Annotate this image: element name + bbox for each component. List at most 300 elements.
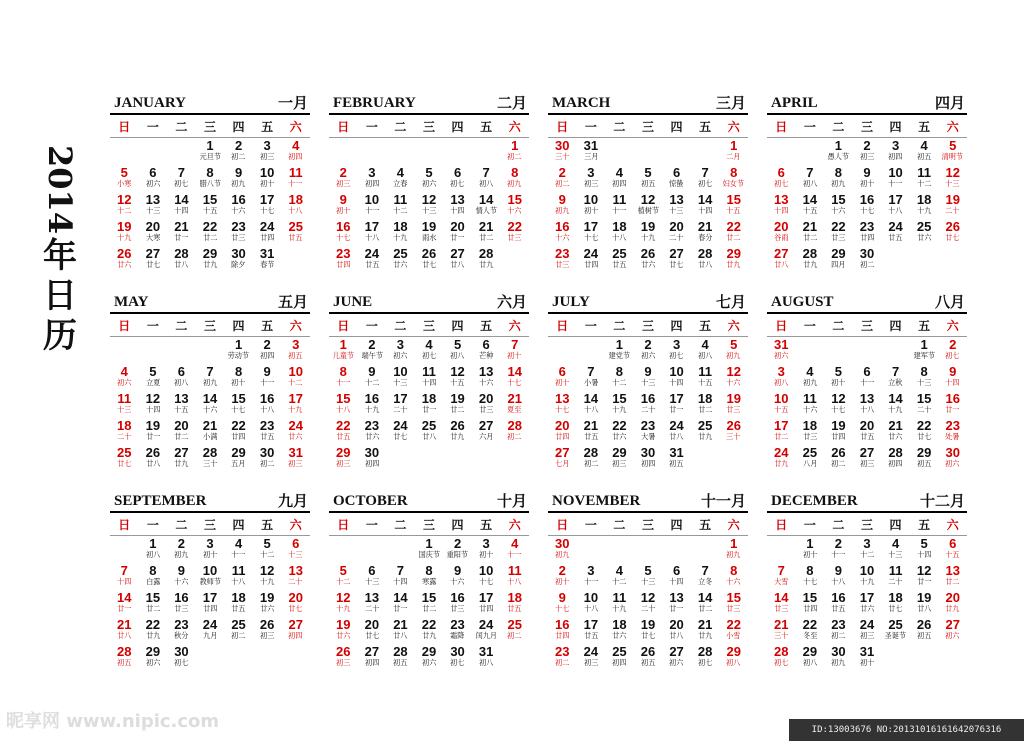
lunar-label: 夏至 <box>507 405 522 414</box>
empty-cell <box>662 536 691 563</box>
day-number: 3 <box>777 364 785 379</box>
lunar-label: 初六 <box>421 179 437 188</box>
day-number: 20 <box>555 418 570 433</box>
month-october <box>329 491 529 669</box>
day-cell <box>443 536 472 563</box>
lunar-label: 十二 <box>393 206 408 215</box>
lunar-label: 十五 <box>450 378 465 387</box>
day-number: 19 <box>945 192 960 207</box>
empty-cell <box>634 536 663 563</box>
weekday-label: 二 <box>175 319 188 333</box>
day-cell <box>767 391 796 418</box>
lunar-label: 初八 <box>726 658 741 667</box>
lunar-label: 愚人节 <box>827 152 850 161</box>
day-cell <box>548 445 577 472</box>
day-number: 26 <box>117 246 132 261</box>
empty-cell <box>415 138 444 165</box>
lunar-label: 廿一 <box>917 577 932 586</box>
day-number: 16 <box>259 391 275 406</box>
day-cell <box>253 536 282 563</box>
day-cell <box>281 192 310 219</box>
day-number: 6 <box>368 563 376 578</box>
day-number: 17 <box>774 418 789 433</box>
day-cell <box>415 590 444 617</box>
day-cell <box>605 563 634 590</box>
lunar-label: 廿五 <box>364 260 379 269</box>
day-cell <box>662 617 691 644</box>
month-name-en: FEBRUARY <box>333 95 416 111</box>
day-cell <box>253 165 282 192</box>
lunar-label: 廿六 <box>260 604 275 613</box>
month-name-en: MARCH <box>552 95 611 111</box>
day-number: 17 <box>669 391 684 406</box>
day-cell <box>577 418 606 445</box>
day-cell <box>443 590 472 617</box>
empty-cell <box>472 138 501 165</box>
day-cell <box>910 364 939 391</box>
lunar-label: 十八 <box>336 405 351 414</box>
weekday-label: 六 <box>946 120 959 134</box>
day-number: 10 <box>859 563 875 578</box>
lunar-label: 初二 <box>231 631 246 640</box>
day-cell <box>253 192 282 219</box>
day-number: 22 <box>802 617 818 632</box>
day-number: 23 <box>555 246 570 261</box>
day-number: 13 <box>859 391 875 406</box>
lunar-label: 十六 <box>831 206 846 215</box>
weekday-label: 六 <box>508 120 521 134</box>
day-number: 24 <box>393 418 408 433</box>
weekday-label: 三 <box>641 120 654 134</box>
day-number: 8 <box>206 165 214 180</box>
lunar-label: 初十 <box>859 658 875 667</box>
month-name-cn: 一月 <box>277 94 308 112</box>
lunar-label: 初四 <box>612 658 627 667</box>
day-number: 30 <box>259 445 275 460</box>
weekday-header <box>329 318 529 337</box>
day-number: 25 <box>612 246 627 261</box>
day-cell <box>853 644 882 671</box>
day-cell <box>634 445 663 472</box>
day-number: 21 <box>507 391 522 406</box>
day-number: 28 <box>697 644 713 659</box>
day-number: 23 <box>945 418 960 433</box>
day-number: 4 <box>806 364 814 379</box>
day-cell <box>253 246 282 273</box>
weekday-label: 一 <box>146 518 159 532</box>
day-number: 7 <box>177 165 186 180</box>
lunar-label: 初七 <box>698 179 713 188</box>
day-cell <box>443 246 472 273</box>
day-cell <box>500 418 529 445</box>
day-number: 8 <box>730 165 738 180</box>
day-cell <box>358 364 387 391</box>
lunar-label: 十八 <box>612 233 627 242</box>
lunar-label: 十三 <box>145 206 160 215</box>
lunar-label: 十九 <box>612 405 627 414</box>
day-number: 21 <box>697 219 713 234</box>
day-cell <box>577 219 606 246</box>
empty-cell <box>329 536 358 563</box>
empty-cell <box>605 138 634 165</box>
day-cell <box>881 617 910 644</box>
day-grid <box>110 138 310 273</box>
lunar-label: 初三 <box>336 459 351 468</box>
day-number: 11 <box>117 391 132 406</box>
lunar-label: 三月 <box>583 152 598 161</box>
day-number: 10 <box>888 165 903 180</box>
day-number: 30 <box>364 445 380 460</box>
day-cell <box>386 165 415 192</box>
weekday-label: 六 <box>289 518 302 532</box>
lunar-label: 十七 <box>260 206 275 215</box>
day-number: 6 <box>482 337 490 352</box>
empty-cell <box>881 246 910 273</box>
lunar-label: 十五 <box>802 206 817 215</box>
lunar-label: 十五 <box>945 550 960 559</box>
lunar-label: 初四 <box>260 351 275 360</box>
empty-cell <box>224 644 253 671</box>
day-number: 5 <box>425 165 433 180</box>
day-number: 24 <box>288 418 303 433</box>
day-number: 29 <box>202 246 218 261</box>
weekday-header <box>329 119 529 138</box>
lunar-label: 十七 <box>831 405 846 414</box>
day-cell <box>719 590 748 617</box>
day-number: 20 <box>669 219 684 234</box>
lunar-label: 端午节 <box>361 351 383 360</box>
weekday-label: 三 <box>203 120 216 134</box>
lunar-label: 初九 <box>202 378 218 387</box>
day-number: 22 <box>507 219 522 234</box>
day-number: 7 <box>777 563 785 578</box>
day-number: 11 <box>612 590 627 605</box>
day-number: 4 <box>701 337 709 352</box>
day-number: 25 <box>507 617 522 632</box>
month-name-en: APRIL <box>771 95 818 111</box>
day-cell <box>767 617 796 644</box>
day-number: 15 <box>612 391 627 406</box>
day-cell <box>110 590 139 617</box>
day-number: 22 <box>916 418 932 433</box>
title-char-day: 日 <box>43 276 77 317</box>
day-cell <box>634 418 663 445</box>
lunar-label: 二十 <box>888 577 903 586</box>
weekday-header <box>548 318 748 337</box>
day-cell <box>881 536 910 563</box>
day-cell <box>281 418 310 445</box>
month-header <box>110 491 310 513</box>
day-number: 25 <box>612 644 627 659</box>
weekday-label: 三 <box>860 319 873 333</box>
day-cell <box>167 536 196 563</box>
day-cell <box>605 337 634 364</box>
day-number: 19 <box>916 590 932 605</box>
day-number: 6 <box>672 165 681 180</box>
weekday-label: 日 <box>337 319 350 333</box>
day-cell <box>662 445 691 472</box>
empty-cell <box>605 536 634 563</box>
day-grid <box>548 536 748 671</box>
day-number: 31 <box>288 445 303 460</box>
day-cell <box>824 138 853 165</box>
empty-cell <box>472 445 501 472</box>
lunar-label: 十八 <box>507 577 522 586</box>
lunar-label: 初四 <box>364 459 379 468</box>
lunar-label: 十四 <box>145 405 160 414</box>
day-cell <box>662 590 691 617</box>
empty-cell <box>167 337 196 364</box>
weekday-label: 六 <box>289 319 302 333</box>
day-cell <box>853 536 882 563</box>
month-header <box>329 93 529 115</box>
lunar-label: 廿九 <box>802 260 817 269</box>
day-number: 29 <box>336 445 351 460</box>
weekday-label: 日 <box>775 518 788 532</box>
day-cell <box>824 644 853 671</box>
day-cell <box>167 644 196 671</box>
day-cell <box>472 192 501 219</box>
day-cell <box>719 364 748 391</box>
weekday-header <box>548 119 748 138</box>
day-number: 8 <box>730 563 738 578</box>
lunar-label: 廿一 <box>669 604 684 613</box>
weekday-label: 一 <box>146 319 159 333</box>
lunar-label: 廿五 <box>831 604 846 613</box>
lunar-label: 廿五 <box>288 233 303 242</box>
day-cell <box>548 536 577 563</box>
lunar-label: 廿二 <box>698 604 713 613</box>
empty-cell <box>253 644 282 671</box>
lunar-label: 廿五 <box>612 260 627 269</box>
lunar-label: 廿七 <box>421 260 437 269</box>
day-cell <box>853 219 882 246</box>
day-number: 11 <box>802 391 817 406</box>
lunar-label: 初二 <box>831 631 846 640</box>
day-cell <box>415 563 444 590</box>
day-cell <box>472 391 501 418</box>
day-number: 13 <box>174 391 189 406</box>
day-number: 24 <box>583 246 599 261</box>
day-cell <box>605 590 634 617</box>
day-cell <box>662 165 691 192</box>
day-cell <box>167 617 196 644</box>
day-number: 27 <box>555 445 570 460</box>
day-number: 14 <box>697 192 713 207</box>
lunar-label: 芒种 <box>479 351 494 360</box>
day-cell <box>253 219 282 246</box>
lunar-label: 初十 <box>479 550 494 559</box>
weekday-label: 三 <box>422 120 435 134</box>
month-name-en: OCTOBER <box>333 493 408 509</box>
lunar-label: 初十 <box>859 179 875 188</box>
day-cell <box>719 563 748 590</box>
day-number: 25 <box>288 219 303 234</box>
lunar-label: 十七 <box>802 577 817 586</box>
day-number: 15 <box>202 192 218 207</box>
day-cell <box>605 192 634 219</box>
day-cell <box>196 563 225 590</box>
day-number: 16 <box>945 391 960 406</box>
lunar-label: 廿一 <box>450 233 465 242</box>
lunar-label: 大雪 <box>774 577 789 586</box>
day-number: 18 <box>916 192 932 207</box>
lunar-label: 廿四 <box>336 260 351 269</box>
lunar-label: 十一 <box>583 577 598 586</box>
day-cell <box>548 391 577 418</box>
day-cell <box>167 590 196 617</box>
day-number: 17 <box>259 192 275 207</box>
day-number: 20 <box>288 590 303 605</box>
lunar-label: 十三 <box>288 550 303 559</box>
day-cell <box>548 219 577 246</box>
day-cell <box>139 219 168 246</box>
lunar-label: 廿二 <box>145 604 160 613</box>
lunar-label: 十九 <box>393 233 408 242</box>
day-cell <box>358 617 387 644</box>
day-number: 31 <box>774 337 789 352</box>
day-cell <box>139 391 168 418</box>
day-cell <box>329 590 358 617</box>
weekday-label: 五 <box>918 518 931 532</box>
day-cell <box>196 246 225 273</box>
day-cell <box>824 617 853 644</box>
day-cell <box>253 418 282 445</box>
day-number: 9 <box>368 364 376 379</box>
day-number: 3 <box>482 536 490 551</box>
day-number: 1 <box>425 536 433 551</box>
day-cell <box>281 138 310 165</box>
lunar-label: 廿三 <box>726 405 741 414</box>
day-number: 3 <box>863 536 871 551</box>
lunar-label: 建军节 <box>913 351 935 360</box>
weekday-label: 五 <box>480 319 493 333</box>
day-cell <box>605 644 634 671</box>
day-number: 17 <box>583 617 599 632</box>
day-number: 28 <box>117 644 132 659</box>
weekday-label: 三 <box>203 319 216 333</box>
lunar-label: 廿八 <box>669 631 684 640</box>
day-cell <box>719 418 748 445</box>
lunar-label: 闰九月 <box>475 631 497 640</box>
lunar-label: 十九 <box>888 405 903 414</box>
lunar-label: 初九 <box>555 206 570 215</box>
lunar-label: 初三 <box>260 631 275 640</box>
lunar-label: 十三 <box>117 405 132 414</box>
day-number: 13 <box>945 563 960 578</box>
day-number: 11 <box>888 563 903 578</box>
lunar-label: 立春 <box>393 179 408 188</box>
day-cell <box>139 246 168 273</box>
day-cell <box>691 165 720 192</box>
empty-cell <box>110 536 139 563</box>
day-cell <box>224 246 253 273</box>
day-number: 22 <box>231 418 246 433</box>
day-cell <box>662 246 691 273</box>
lunar-label: 十九 <box>612 604 627 613</box>
weekday-label: 二 <box>175 518 188 532</box>
weekday-label: 一 <box>584 319 597 333</box>
lunar-label: 大暑 <box>640 432 656 441</box>
day-number: 25 <box>231 617 246 632</box>
month-january <box>110 93 310 271</box>
weekday-header <box>329 517 529 536</box>
day-cell <box>358 246 387 273</box>
weekday-label: 一 <box>803 319 816 333</box>
lunar-label: 十四 <box>393 577 408 586</box>
day-cell <box>139 590 168 617</box>
day-number: 11 <box>507 563 522 578</box>
day-number: 23 <box>174 617 189 632</box>
weekday-label: 六 <box>289 120 302 134</box>
month-header <box>329 491 529 513</box>
day-cell <box>167 165 196 192</box>
empty-cell <box>691 138 720 165</box>
weekday-header <box>767 318 967 337</box>
day-cell <box>691 364 720 391</box>
empty-cell <box>938 644 967 671</box>
day-cell <box>910 536 939 563</box>
day-cell <box>415 391 444 418</box>
day-number: 29 <box>726 644 741 659</box>
lunar-label: 十六 <box>802 405 817 414</box>
day-cell <box>824 391 853 418</box>
lunar-label: 廿四 <box>555 432 570 441</box>
weekday-header <box>767 517 967 536</box>
day-number: 23 <box>450 617 465 632</box>
day-number: 21 <box>697 617 713 632</box>
day-cell <box>224 536 253 563</box>
day-cell <box>938 536 967 563</box>
lunar-label: 廿三 <box>231 233 246 242</box>
day-cell <box>719 219 748 246</box>
day-number: 8 <box>806 563 814 578</box>
lunar-label: 十七 <box>859 206 875 215</box>
lunar-label: 初十 <box>231 378 246 387</box>
lunar-label: 初四 <box>640 459 656 468</box>
day-number: 23 <box>336 246 351 261</box>
day-number: 26 <box>640 644 656 659</box>
day-cell <box>253 563 282 590</box>
day-number: 2 <box>263 337 271 352</box>
lunar-label: 小暑 <box>583 378 598 387</box>
lunar-label: 三十 <box>202 459 218 468</box>
day-number: 20 <box>174 418 189 433</box>
day-cell <box>767 219 796 246</box>
lunar-label: 初二 <box>583 459 598 468</box>
day-cell <box>224 590 253 617</box>
lunar-label: 重阳节 <box>446 550 469 559</box>
day-cell <box>358 165 387 192</box>
day-number: 19 <box>640 617 656 632</box>
lunar-label: 秋分 <box>174 631 189 640</box>
lunar-label: 十八 <box>831 577 846 586</box>
lunar-label: 初十 <box>583 206 598 215</box>
day-cell <box>938 418 967 445</box>
day-cell <box>767 192 796 219</box>
empty-cell <box>767 138 796 165</box>
lunar-label: 十八 <box>231 577 246 586</box>
day-number: 23 <box>859 219 875 234</box>
day-cell <box>634 644 663 671</box>
day-number: 13 <box>669 192 684 207</box>
watermark-left: 昵享网 www.nipic.com <box>6 711 220 732</box>
day-number: 14 <box>888 391 903 406</box>
day-number: 17 <box>859 590 875 605</box>
lunar-label: 七月 <box>555 459 570 468</box>
day-cell <box>634 246 663 273</box>
lunar-label: 廿九 <box>774 459 789 468</box>
